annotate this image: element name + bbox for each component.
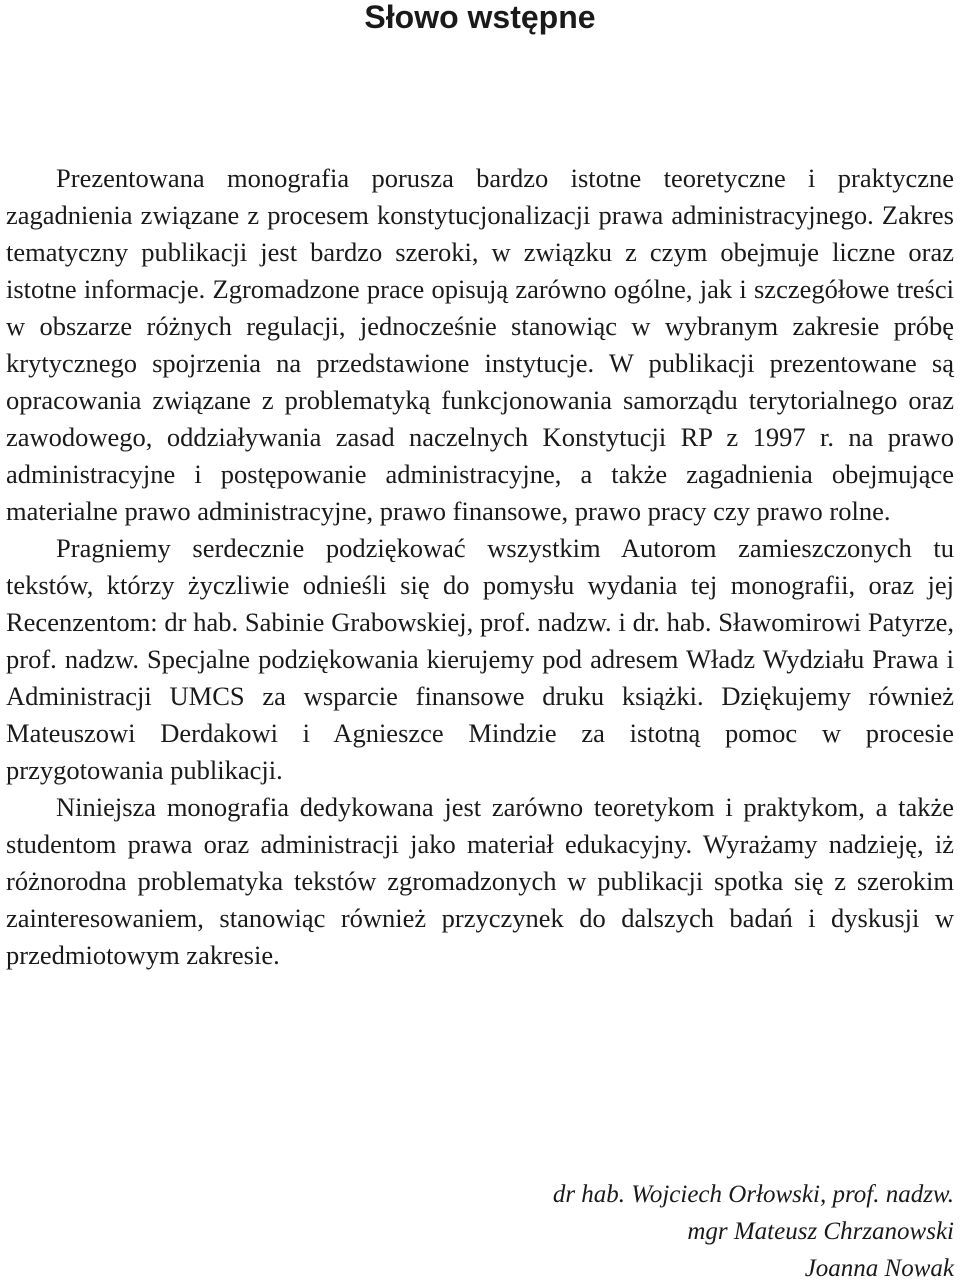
paragraph-dedication: Niniejsza monografia dedykowana jest zarówno teoretykom i praktykom, a także studentom prawa oraz administracji jako materiał edukacyjny. Wyrażamy nadzieję, iż różnorodna problematyka tekstów zgromadzonych w publikacji spotka się z szerokim zainteresowaniem, stanowiąc również przyczynek do dalszych badań i dyskusji w przedmiotowym zakresie. bbox=[6, 792, 954, 970]
signature-nowak: Joanna Nowak bbox=[804, 1255, 954, 1282]
paragraph-acknowledgements: Pragniemy serdecznie podziękować wszystkim Autorom zamieszczonych tu tekstów, którzy życzliwie odnieśli się do pomysłu wydania tej monografii, oraz jej Recenzentom: dr hab. Sabinie Grabowskiej, prof. nadzw. i dr. hab. Sławomirowi Patyrze, prof. nadzw. Specjalne podziękowania kierujemy pod adresem Władz Wydziału Prawa i Administracji UMCS za wsparcie finansowe druku książki. Dziękujemy również Mateuszowi Derdakowi i Agnieszce Mindzie za istotną pomoc w procesie przygotowania publikacji. bbox=[6, 533, 954, 785]
paragraph-intro: Prezentowana monografia porusza bardzo istotne teoretyczne i praktyczne zagadnienia związane z procesem konstytucjonalizacji prawa administracyjnego. Zakres tematyczny publikacji jest bardzo szeroki, w związku z czym obejmuje liczne oraz istotne informacje. Zgromadzone prace opisują zarówno ogólne, jak i szczegółowe treści w obszarze różnych regulacji, jednocześnie stanowiąc w wybranym zakresie próbę krytycznego spojrzenia na przedstawione instytucje. W publikacji prezentowane są opracowania związane z problematyką funkcjonowania samorządu terytorialnego oraz zawodowego, oddziaływania zasad naczelnych Konstytucji RP z 1997 r. na prawo administracyjne i postępowanie administracyjne, a także zagadnienia obejmujące materialne prawo administracyjne, prawo finansowe, prawo pracy czy prawo rolne. bbox=[6, 163, 954, 526]
signature-block bbox=[354, 1176, 954, 1287]
signature-orlowski: dr hab. Wojciech Orłowski, prof. nadzw. bbox=[552, 1181, 954, 1208]
body-text bbox=[6, 160, 954, 974]
signature-chrzanowski: mgr Mateusz Chrzanowski bbox=[687, 1218, 954, 1245]
page-title: Słowo wstępne bbox=[364, 0, 596, 35]
